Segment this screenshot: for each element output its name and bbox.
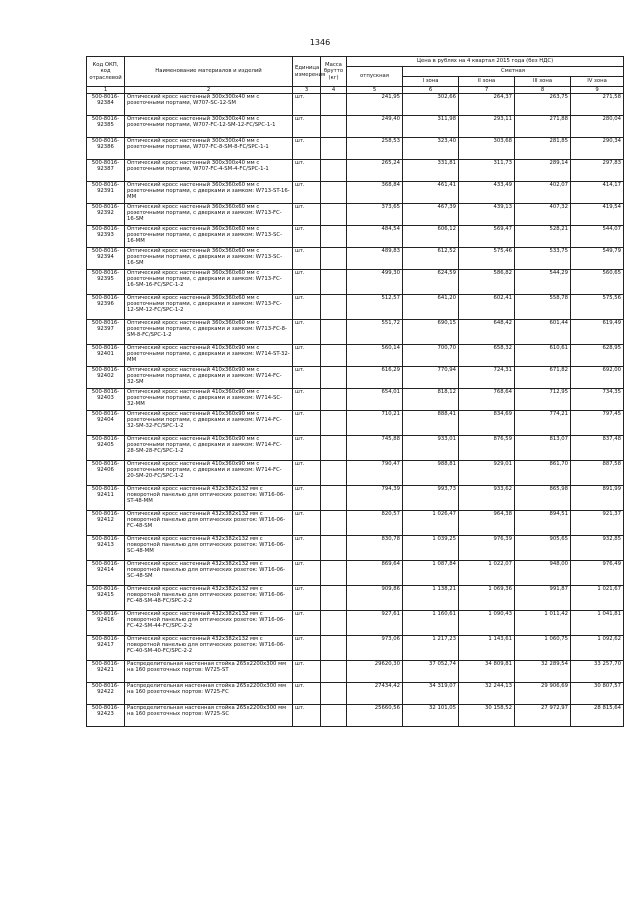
header-unit: Единица измерения (293, 57, 321, 87)
item-name: Оптический кросс настенный 300x300x40 мм с розеточными портами, W707-FC-12-SM-12-FC/SPC-1-1 (125, 116, 293, 138)
price-zone-3: 894,51 (515, 511, 571, 536)
price-zone-1: 700,70 (403, 345, 459, 367)
price-zone-3: 991,87 (515, 586, 571, 611)
price-release: 25660,56 (347, 705, 403, 727)
item-unit: шт. (293, 182, 321, 204)
table-row (87, 636, 624, 661)
header-zone-1: I зона (403, 77, 459, 87)
item-unit: шт. (293, 586, 321, 611)
price-zone-1: 612,52 (403, 248, 459, 270)
price-zone-2: 1 069,36 (459, 586, 515, 611)
column-number: 2 (125, 87, 293, 94)
price-release: 654,01 (347, 389, 403, 411)
item-unit: шт. (293, 270, 321, 295)
price-zone-4: 271,58 (571, 94, 624, 116)
price-zone-4: 1 021,67 (571, 586, 624, 611)
item-name: Оптический кросс настенный 432x382x132 мм с поворотной панелью для оптических розеток: W716-06-SC-48-MM (125, 536, 293, 561)
item-unit: шт. (293, 204, 321, 226)
price-zone-2: 311,73 (459, 160, 515, 182)
price-zone-4: 28 815,64 (571, 705, 624, 727)
price-zone-4: 414,17 (571, 182, 624, 204)
price-release: 869,64 (347, 561, 403, 586)
price-zone-1: 32 101,05 (403, 705, 459, 727)
price-zone-2: 648,42 (459, 320, 515, 345)
item-name: Оптический кросс настенный 360x360x60 мм с розеточными портами, с дверками и замком: W713-FC-16-SM-16-FC/SPC-1-2 (125, 270, 293, 295)
item-unit: шт. (293, 705, 321, 727)
price-release: 29620,30 (347, 661, 403, 683)
item-unit: шт. (293, 461, 321, 486)
price-zone-4: 797,45 (571, 411, 624, 436)
price-zone-1: 818,12 (403, 389, 459, 411)
price-zone-3: 32 289,54 (515, 661, 571, 683)
price-release: 27434,42 (347, 683, 403, 705)
item-code: 500-8016-92416 (87, 611, 125, 636)
price-zone-3: 1 060,75 (515, 636, 571, 661)
table-row (87, 561, 624, 586)
item-code: 500-8016-92402 (87, 367, 125, 389)
price-zone-2: 586,82 (459, 270, 515, 295)
item-unit: шт. (293, 436, 321, 461)
item-name: Оптический кросс настенный 410x360x90 мм с розеточными портами, с дверками и замком: W714-SC-32-MM (125, 389, 293, 411)
item-unit: шт. (293, 248, 321, 270)
price-zone-3: 865,98 (515, 486, 571, 511)
item-mass (321, 116, 347, 138)
price-release: 973,06 (347, 636, 403, 661)
item-unit: шт. (293, 295, 321, 320)
item-mass (321, 248, 347, 270)
price-zone-1: 1 087,84 (403, 561, 459, 586)
item-code: 500-8016-92396 (87, 295, 125, 320)
header-release: отпускная (347, 67, 403, 87)
table-row (87, 536, 624, 561)
price-release: 820,57 (347, 511, 403, 536)
price-zone-2: 933,62 (459, 486, 515, 511)
item-code: 500-8016-92386 (87, 138, 125, 160)
item-mass (321, 320, 347, 345)
item-name: Оптический кросс настенный 432x382x132 мм с поворотной панелью для оптических розеток: W716-06-FC-42-SM-44-FC/SPC-2-2 (125, 611, 293, 636)
item-mass (321, 94, 347, 116)
item-mass (321, 611, 347, 636)
table-row (87, 270, 624, 295)
column-number: 6 (403, 87, 459, 94)
header-price-group: Цена в рублях на 4 квартал 2015 года (без НДС) (347, 57, 624, 67)
price-zone-2: 439,13 (459, 204, 515, 226)
item-unit: шт. (293, 636, 321, 661)
item-unit: шт. (293, 661, 321, 683)
item-code: 500-8016-92391 (87, 182, 125, 204)
price-zone-2: 264,37 (459, 94, 515, 116)
table-row (87, 345, 624, 367)
table-row (87, 461, 624, 486)
item-code: 500-8016-92415 (87, 586, 125, 611)
price-zone-2: 602,41 (459, 295, 515, 320)
price-zone-4: 419,54 (571, 204, 624, 226)
price-zone-3: 281,85 (515, 138, 571, 160)
item-name: Оптический кросс настенный 300x300x40 мм с розеточными портами, W707-SC-12-SM (125, 94, 293, 116)
price-table (86, 56, 624, 727)
price-zone-1: 302,66 (403, 94, 459, 116)
header-code: Код ОКП, код отраслевой (87, 57, 125, 87)
page-number: 1346 (309, 38, 331, 47)
item-name: Оптический кросс настенный 432x382x132 мм с поворотной панелью для оптических розеток: W716-06-ST-48-MM (125, 486, 293, 511)
price-zone-1: 988,81 (403, 461, 459, 486)
table-row (87, 204, 624, 226)
table-row (87, 138, 624, 160)
price-zone-2: 929,01 (459, 461, 515, 486)
item-name: Оптический кросс настенный 300x300x40 мм с розеточными портами, W707-FC-4-SM-4-FC/SPC-1-1 (125, 160, 293, 182)
item-mass (321, 486, 347, 511)
item-code: 500-8016-92411 (87, 486, 125, 511)
item-mass (321, 705, 347, 727)
price-zone-3: 402,07 (515, 182, 571, 204)
price-zone-2: 964,38 (459, 511, 515, 536)
price-zone-1: 37 052,74 (403, 661, 459, 683)
item-code: 500-8016-92417 (87, 636, 125, 661)
price-zone-3: 610,61 (515, 345, 571, 367)
item-code: 500-8016-92387 (87, 160, 125, 182)
column-number: 7 (459, 87, 515, 94)
table-row (87, 705, 624, 727)
item-unit: шт. (293, 611, 321, 636)
item-mass (321, 345, 347, 367)
table-row (87, 511, 624, 536)
item-unit: шт. (293, 160, 321, 182)
price-zone-2: 768,64 (459, 389, 515, 411)
header-zone-3: III зона (515, 77, 571, 87)
table-row (87, 116, 624, 138)
price-zone-4: 297,83 (571, 160, 624, 182)
table-row (87, 248, 624, 270)
price-zone-3: 29 906,69 (515, 683, 571, 705)
price-zone-3: 533,75 (515, 248, 571, 270)
price-zone-1: 933,01 (403, 436, 459, 461)
header-estimate: Сметная (403, 67, 624, 77)
price-zone-3: 407,32 (515, 204, 571, 226)
header-zone-2: II зона (459, 77, 515, 87)
price-zone-4: 619,49 (571, 320, 624, 345)
price-zone-3: 1 011,42 (515, 611, 571, 636)
item-unit: шт. (293, 486, 321, 511)
item-code: 500-8016-92385 (87, 116, 125, 138)
item-code: 500-8016-92393 (87, 226, 125, 248)
item-unit: шт. (293, 94, 321, 116)
price-zone-3: 289,14 (515, 160, 571, 182)
item-mass (321, 586, 347, 611)
item-name: Оптический кросс настенный 360x360x60 мм с розеточными портами, с дверками и замком: W713-ST-16-MM (125, 182, 293, 204)
item-name: Оптический кросс настенный 432x382x132 мм с поворотной панелью для оптических розеток: W716-06-FC-48-SM (125, 511, 293, 536)
price-zone-1: 34 319,07 (403, 683, 459, 705)
item-mass (321, 295, 347, 320)
price-zone-3: 671,82 (515, 367, 571, 389)
price-release: 927,61 (347, 611, 403, 636)
item-mass (321, 226, 347, 248)
table-row (87, 586, 624, 611)
item-code: 500-8016-92404 (87, 411, 125, 436)
price-zone-3: 544,29 (515, 270, 571, 295)
table-row (87, 320, 624, 345)
item-mass (321, 511, 347, 536)
table-row (87, 683, 624, 705)
price-zone-4: 1 092,62 (571, 636, 624, 661)
price-release: 794,39 (347, 486, 403, 511)
price-zone-1: 993,73 (403, 486, 459, 511)
item-code: 500-8016-92403 (87, 389, 125, 411)
item-unit: шт. (293, 561, 321, 586)
item-mass (321, 270, 347, 295)
price-zone-1: 311,98 (403, 116, 459, 138)
item-code: 500-8016-92392 (87, 204, 125, 226)
price-release: 616,29 (347, 367, 403, 389)
table-row (87, 389, 624, 411)
item-code: 500-8016-92423 (87, 705, 125, 727)
item-unit: шт. (293, 511, 321, 536)
price-zone-3: 813,07 (515, 436, 571, 461)
price-release: 512,57 (347, 295, 403, 320)
table-row (87, 295, 624, 320)
price-zone-2: 1 090,43 (459, 611, 515, 636)
table-row (87, 436, 624, 461)
column-number: 4 (321, 87, 347, 94)
item-code: 500-8016-92413 (87, 536, 125, 561)
price-zone-3: 601,44 (515, 320, 571, 345)
table-row (87, 94, 624, 116)
item-name: Оптический кросс настенный 410x360x90 мм с розеточными портами, с дверками и замком: W714-FC-32-SM (125, 367, 293, 389)
price-zone-2: 575,46 (459, 248, 515, 270)
item-code: 500-8016-92422 (87, 683, 125, 705)
item-mass (321, 461, 347, 486)
price-zone-1: 1 160,61 (403, 611, 459, 636)
price-zone-4: 33 257,70 (571, 661, 624, 683)
item-unit: шт. (293, 367, 321, 389)
column-number: 9 (571, 87, 624, 94)
item-code: 500-8016-92384 (87, 94, 125, 116)
price-release: 249,40 (347, 116, 403, 138)
item-mass (321, 636, 347, 661)
item-name: Оптический кросс настенный 410x360x90 мм с розеточными портами, с дверками и замком: W714-FC-32-SM-32-FC/SPC-1-2 (125, 411, 293, 436)
price-zone-4: 734,35 (571, 389, 624, 411)
price-zone-2: 303,68 (459, 138, 515, 160)
price-release: 258,53 (347, 138, 403, 160)
price-zone-2: 876,59 (459, 436, 515, 461)
column-number: 8 (515, 87, 571, 94)
price-release: 373,65 (347, 204, 403, 226)
price-release: 265,24 (347, 160, 403, 182)
price-zone-3: 271,88 (515, 116, 571, 138)
column-number: 3 (293, 87, 321, 94)
price-zone-2: 569,47 (459, 226, 515, 248)
price-zone-1: 770,94 (403, 367, 459, 389)
price-zone-3: 528,21 (515, 226, 571, 248)
item-code: 500-8016-92405 (87, 436, 125, 461)
price-zone-4: 837,48 (571, 436, 624, 461)
price-zone-2: 293,11 (459, 116, 515, 138)
price-zone-1: 461,41 (403, 182, 459, 204)
price-zone-4: 280,04 (571, 116, 624, 138)
price-zone-1: 1 039,25 (403, 536, 459, 561)
table-row (87, 411, 624, 436)
table-header (87, 57, 624, 94)
price-zone-1: 1 026,47 (403, 511, 459, 536)
price-zone-4: 932,85 (571, 536, 624, 561)
price-release: 909,86 (347, 586, 403, 611)
price-zone-1: 467,39 (403, 204, 459, 226)
item-name: Оптический кросс настенный 410x360x90 мм с розеточными портами, с дверками и замком: W714-FC-28-SM-28-FC/SPC-1-2 (125, 436, 293, 461)
item-unit: шт. (293, 536, 321, 561)
price-zone-2: 1 143,61 (459, 636, 515, 661)
item-name: Оптический кросс настенный 432x382x132 мм с поворотной панелью для оптических розеток: W716-06-SC-48-SM (125, 561, 293, 586)
price-zone-4: 560,65 (571, 270, 624, 295)
item-mass (321, 411, 347, 436)
item-code: 500-8016-92401 (87, 345, 125, 367)
price-zone-2: 658,32 (459, 345, 515, 367)
header-name: Наименование материалов и изделий (125, 57, 293, 87)
column-number: 5 (347, 87, 403, 94)
price-release: 745,88 (347, 436, 403, 461)
price-zone-1: 641,20 (403, 295, 459, 320)
item-code: 500-8016-92397 (87, 320, 125, 345)
item-code: 500-8016-92421 (87, 661, 125, 683)
item-mass (321, 683, 347, 705)
price-zone-1: 690,15 (403, 320, 459, 345)
table-row (87, 367, 624, 389)
item-name: Оптический кросс настенный 410x360x90 мм с розеточными портами, с дверками и замком: W714-FC-20-SM-20-FC/SPC-1-2 (125, 461, 293, 486)
price-zone-1: 888,41 (403, 411, 459, 436)
item-code: 500-8016-92412 (87, 511, 125, 536)
table-row (87, 160, 624, 182)
column-number-row (87, 87, 624, 94)
price-zone-3: 558,78 (515, 295, 571, 320)
item-name: Оптический кросс настенный 360x360x60 мм с розеточными портами, с дверками и замком: W713-FC-8-SM-8-FC/SPC-1-2 (125, 320, 293, 345)
price-zone-1: 1 217,23 (403, 636, 459, 661)
price-release: 489,83 (347, 248, 403, 270)
item-name: Оптический кросс настенный 360x360x60 мм с розеточными портами, с дверками и замком: W713-SC-16-MM (125, 226, 293, 248)
item-name: Распределительная настенная стойка 265x2200x300 мм на 160 розеточных портов: W725-SC (125, 705, 293, 727)
item-unit: шт. (293, 389, 321, 411)
item-name: Оптический кросс настенный 410x360x90 мм с розеточными портами, с дверками и замком: W714-ST-32-MM (125, 345, 293, 367)
price-release: 368,84 (347, 182, 403, 204)
item-mass (321, 160, 347, 182)
item-mass (321, 661, 347, 683)
price-zone-1: 323,40 (403, 138, 459, 160)
item-name: Оптический кросс настенный 432x382x132 мм с поворотной панелью для оптических розеток: W716-06-FC-40-SM-40-FC/SPC-2-2 (125, 636, 293, 661)
price-zone-2: 30 158,52 (459, 705, 515, 727)
table-row (87, 486, 624, 511)
price-zone-4: 30 807,57 (571, 683, 624, 705)
price-release: 484,54 (347, 226, 403, 248)
item-name: Оптический кросс настенный 360x360x60 мм с розеточными портами, с дверками и замком: W713-FC-16-SM (125, 204, 293, 226)
price-zone-2: 724,31 (459, 367, 515, 389)
table-row (87, 226, 624, 248)
item-unit: шт. (293, 683, 321, 705)
price-zone-1: 606,12 (403, 226, 459, 248)
item-name: Оптический кросс настенный 300x300x40 мм с розеточными портами, W707-FC-8-SM-8-FC/SPC-1-1 (125, 138, 293, 160)
price-release: 551,72 (347, 320, 403, 345)
price-zone-4: 628,95 (571, 345, 624, 367)
item-mass (321, 138, 347, 160)
item-mass (321, 389, 347, 411)
price-zone-2: 34 809,81 (459, 661, 515, 683)
item-unit: шт. (293, 320, 321, 345)
item-mass (321, 436, 347, 461)
price-zone-3: 905,65 (515, 536, 571, 561)
item-unit: шт. (293, 411, 321, 436)
price-zone-1: 624,59 (403, 270, 459, 295)
item-code: 500-8016-92395 (87, 270, 125, 295)
item-mass (321, 536, 347, 561)
item-code: 500-8016-92394 (87, 248, 125, 270)
table-body (87, 94, 624, 727)
item-name: Оптический кросс настенный 360x360x60 мм с розеточными портами, с дверками и замком: W713-FC-12-SM-12-FC/SPC-1-2 (125, 295, 293, 320)
price-release: 790,47 (347, 461, 403, 486)
item-mass (321, 561, 347, 586)
price-zone-4: 544,07 (571, 226, 624, 248)
price-zone-4: 891,99 (571, 486, 624, 511)
price-release: 560,14 (347, 345, 403, 367)
item-mass (321, 182, 347, 204)
table-row (87, 182, 624, 204)
item-mass (321, 367, 347, 389)
price-zone-4: 692,00 (571, 367, 624, 389)
price-zone-4: 290,34 (571, 138, 624, 160)
item-name: Оптический кросс настенный 432x382x132 мм с поворотной панелью для оптических розеток: W716-06-FC-48-SM-48-FC/SPC-2-2 (125, 586, 293, 611)
item-unit: шт. (293, 226, 321, 248)
table-row (87, 611, 624, 636)
price-zone-2: 32 244,13 (459, 683, 515, 705)
price-release: 499,30 (347, 270, 403, 295)
price-zone-2: 834,69 (459, 411, 515, 436)
item-name: Оптический кросс настенный 360x360x60 мм с розеточными портами, с дверками и замком: W713-SC-16-SM (125, 248, 293, 270)
item-unit: шт. (293, 345, 321, 367)
price-zone-4: 575,56 (571, 295, 624, 320)
price-release: 830,78 (347, 536, 403, 561)
price-zone-2: 1 022,07 (459, 561, 515, 586)
item-name: Распределительная настенная стойка 265x2200x300 мм на 160 розеточных портов: W725-ST (125, 661, 293, 683)
price-release: 241,95 (347, 94, 403, 116)
header-zone-4: IV зона (571, 77, 624, 87)
price-zone-4: 976,49 (571, 561, 624, 586)
item-unit: шт. (293, 116, 321, 138)
price-zone-2: 433,49 (459, 182, 515, 204)
price-zone-3: 861,70 (515, 461, 571, 486)
price-zone-4: 887,58 (571, 461, 624, 486)
item-code: 500-8016-92406 (87, 461, 125, 486)
price-zone-3: 27 972,97 (515, 705, 571, 727)
price-zone-3: 712,95 (515, 389, 571, 411)
table-row (87, 661, 624, 683)
price-zone-1: 1 138,21 (403, 586, 459, 611)
price-release: 710,21 (347, 411, 403, 436)
price-zone-3: 774,21 (515, 411, 571, 436)
column-number: 1 (87, 87, 125, 94)
price-zone-4: 549,79 (571, 248, 624, 270)
item-name: Распределительная настенная стойка 265x2200x300 мм на 160 розеточных портов: W725-FC (125, 683, 293, 705)
price-zone-2: 976,39 (459, 536, 515, 561)
price-zone-3: 263,75 (515, 94, 571, 116)
item-mass (321, 204, 347, 226)
price-zone-3: 948,00 (515, 561, 571, 586)
header-mass: Масса брутто (кг) (321, 57, 347, 87)
item-code: 500-8016-92414 (87, 561, 125, 586)
item-unit: шт. (293, 138, 321, 160)
price-zone-1: 331,81 (403, 160, 459, 182)
price-zone-4: 1 041,81 (571, 611, 624, 636)
price-zone-4: 921,37 (571, 511, 624, 536)
